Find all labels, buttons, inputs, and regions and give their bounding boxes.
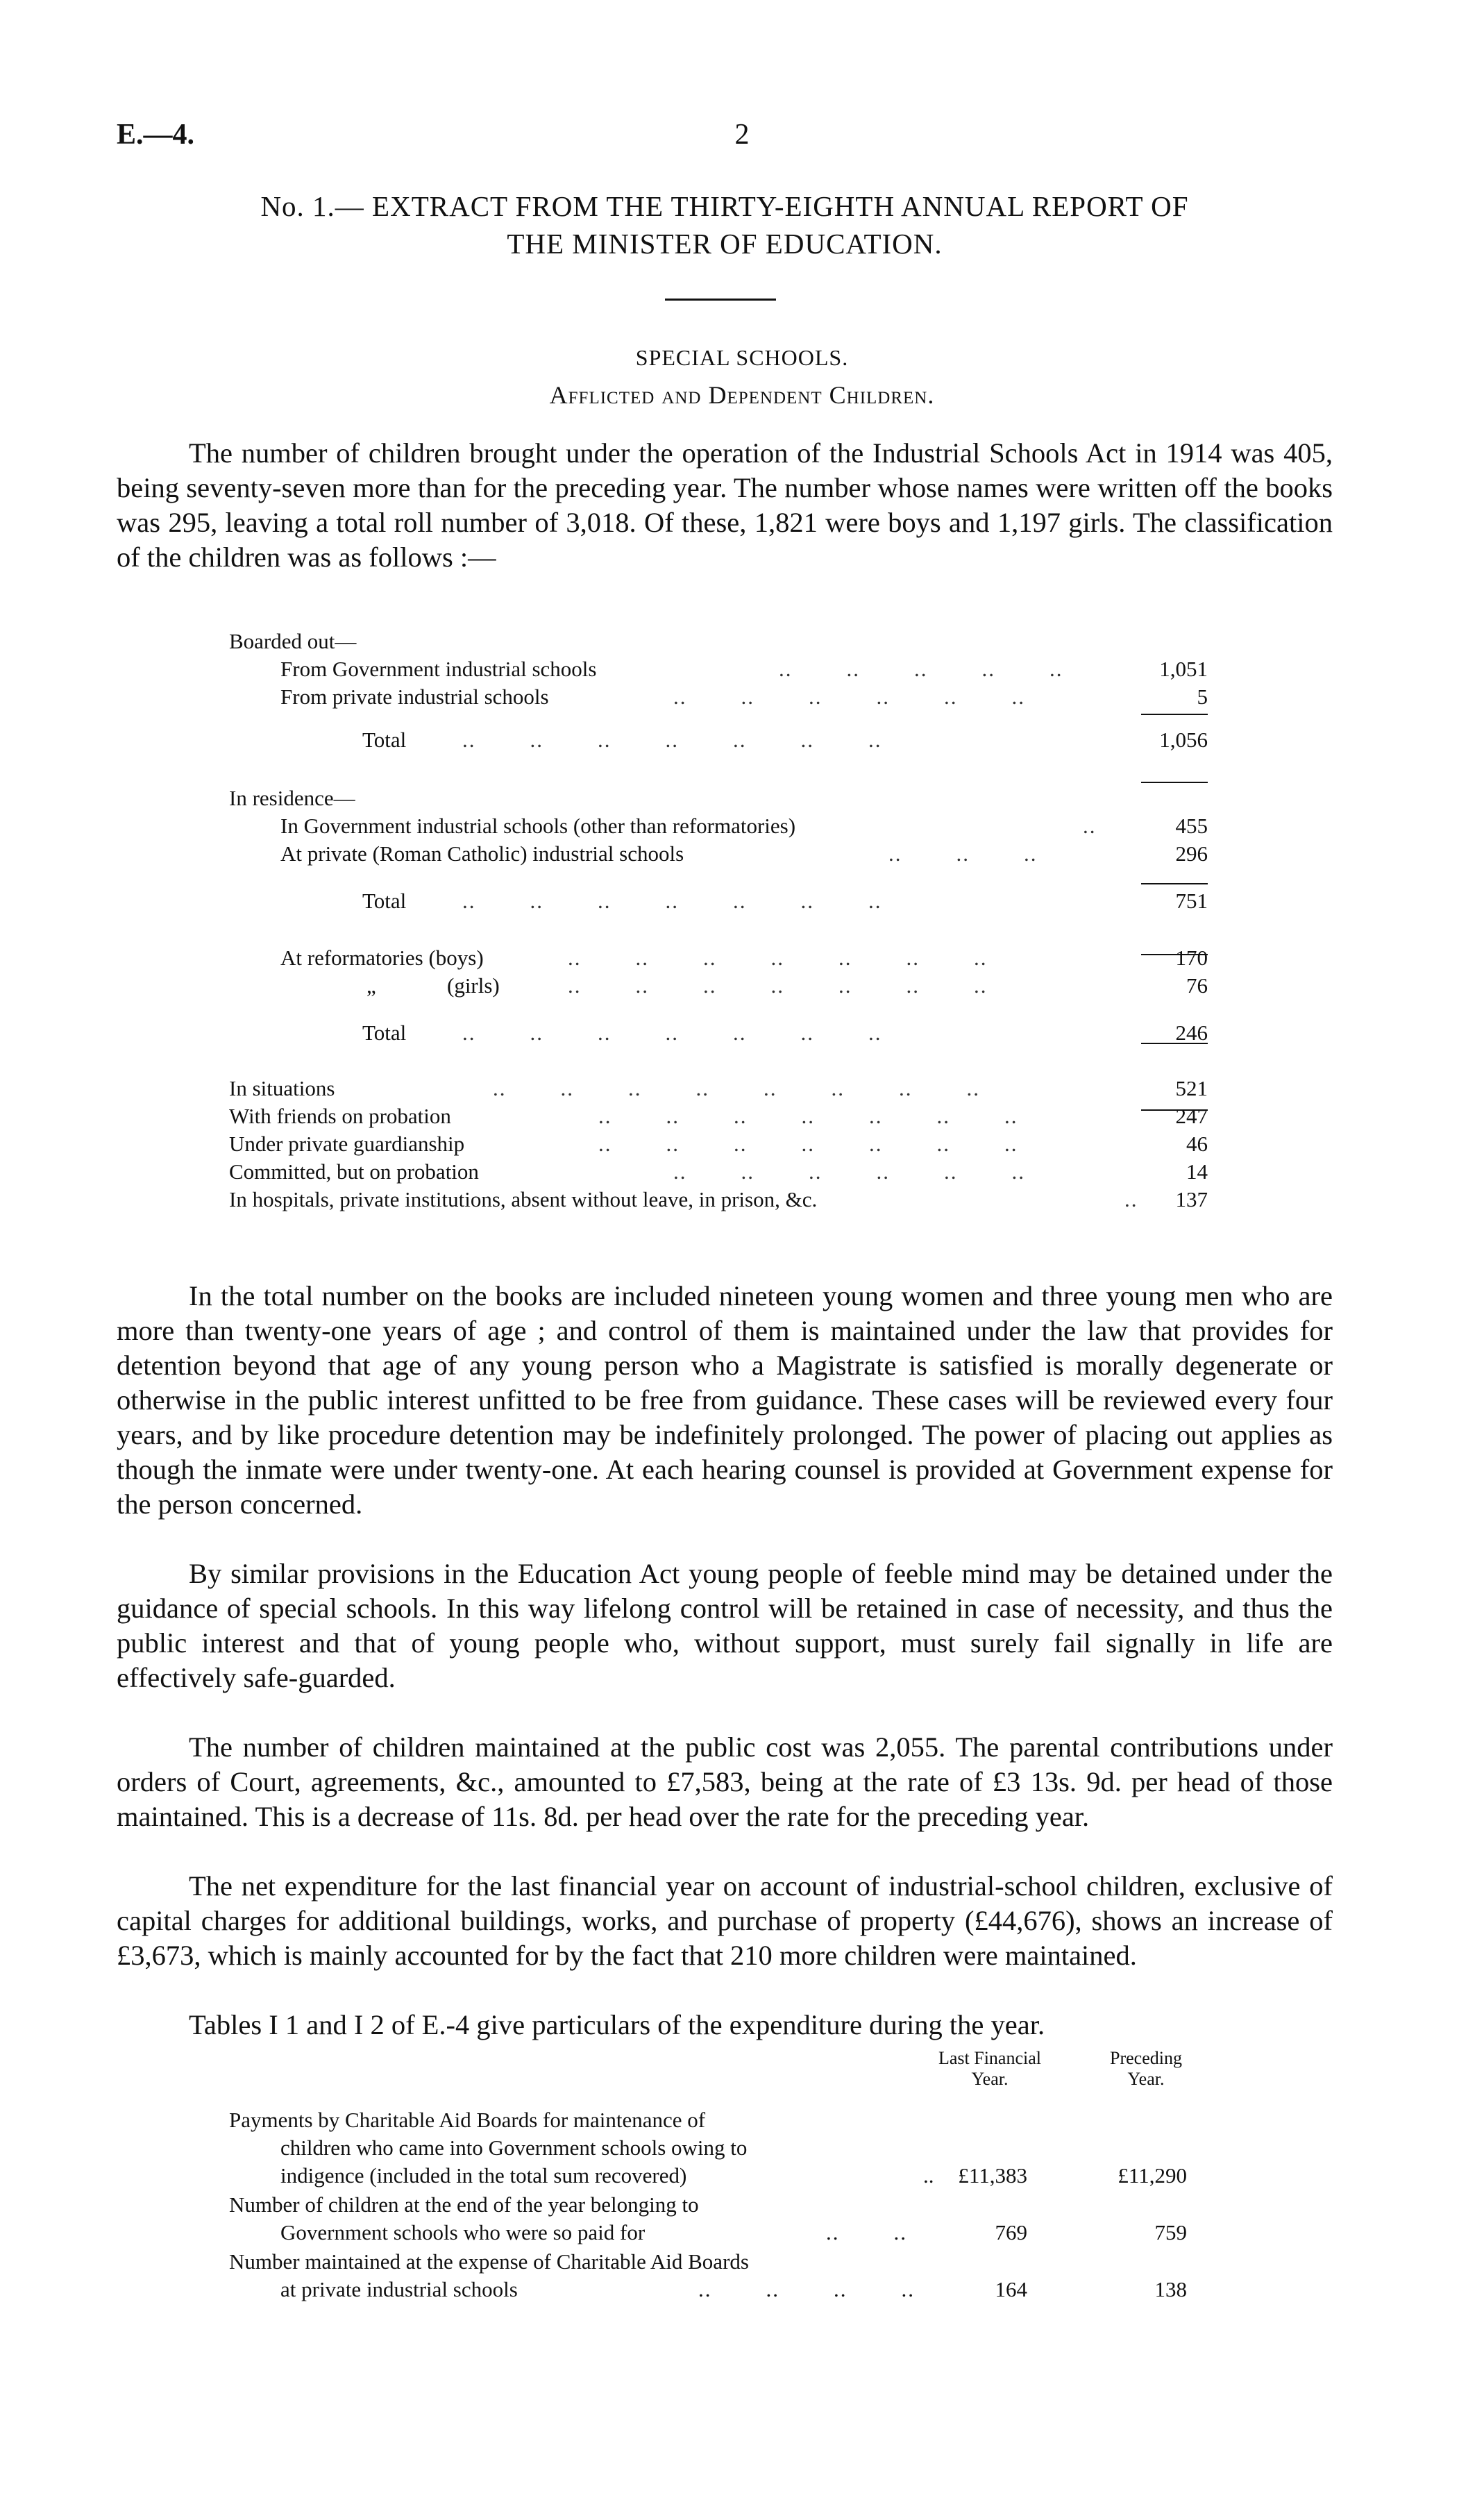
boarded-out-heading-row	[229, 628, 1215, 655]
total-value: 1,056	[1159, 728, 1208, 752]
preceding-year-value: 759	[1154, 2220, 1187, 2244]
leader-dots: .. .. .. .. .. .. .. ..	[493, 1076, 980, 1100]
classification-list	[229, 628, 1215, 1214]
leader-dots: .. .. .. .. .. .. ..	[568, 946, 988, 970]
list-item: In Government industrial schools (other than reformatories) .. 455	[229, 812, 1215, 840]
leader-dots: .. .. .. .. .. .. ..	[462, 1021, 882, 1045]
table-row: Number maintained at the expense of Charitable Aid Boards at private industrial schools .. .. .. ..	[229, 2248, 944, 2303]
preceding-year-value: 138	[1154, 2277, 1187, 2301]
total-row: Total .. .. .. .. .. .. .. 751	[229, 887, 1215, 915]
list-item: „ (girls) .. .. .. .. .. .. .. 76	[229, 972, 1215, 1000]
leader-dots: .. .. ..	[888, 841, 1038, 866]
leader-dots: .. .. .. .. .. .. ..	[598, 1104, 1018, 1128]
list-item: At private (Roman Catholic) industrial schools .. .. .. 296	[229, 840, 1215, 868]
subsection-heading: Afflicted and Dependent Children.	[549, 381, 935, 409]
total-rule	[1141, 883, 1208, 884]
list-item: In hospitals, private institutions, absent without leave, in prison, &c. .. 137	[229, 1186, 1215, 1214]
count-value: 521	[1175, 1076, 1208, 1100]
title-divider	[665, 299, 776, 301]
count-value: 170	[1175, 946, 1208, 970]
count-value: 5	[1197, 685, 1208, 709]
leader-dots: .. .. .. .. .. .. ..	[462, 728, 882, 752]
column-header-preceding-year: Preceding Year.	[1110, 2048, 1182, 2089]
table-row: Number of children at the end of the year belonging to Government schools who were so paid for .. ..	[229, 2191, 944, 2247]
document-reference: E.—4.	[117, 119, 195, 151]
leader-dots: .. ..	[826, 2220, 907, 2244]
count-value: 46	[1186, 1132, 1208, 1156]
list-item: From Government industrial schools .. .. .. .. .. 1,051	[229, 655, 1215, 683]
page-number: 2	[734, 119, 750, 151]
total-value: 246	[1175, 1021, 1208, 1045]
paragraph-4-text: The number of children maintained at the public cost was 2,055. The parental contributions under orders of Court, agreements, &c., amounted to £7,583, being at the rate of £3 13s. 9d. per head of those maintained. This is a decrease of 11s. 8d. per head over the rate for the preceding year.	[117, 1731, 1333, 1832]
last-year-value: 164	[995, 2277, 1027, 2301]
leader-dots: .. .. .. ..	[698, 2277, 915, 2301]
leader-dots: ..	[1124, 1187, 1138, 1211]
in-residence-heading: In residence—	[229, 786, 355, 810]
total-row: Total .. .. .. .. .. .. .. 246	[229, 1019, 1215, 1047]
paragraph-5-text: The net expenditure for the last financial year on account of industrial-school children, exclusive of capital charges for additional buildings, works, and purchase of property (£44,676), shows an increase of £3,673, which is mainly accounted for by the fact that 210 more children were maintained.	[117, 1870, 1333, 1971]
total-value: 751	[1175, 889, 1208, 913]
paragraph-4	[117, 1730, 1333, 1834]
paragraph-2-text: In the total number on the books are included nineteen young women and three young men who are more than twenty-one years of age ; and control of them is maintained under the law that provides for detention beyond that age of any young person who a Magistrate is satisfied is morally degenerate or otherwise in the public interest unfitted to be free from guidance. These cases will be reviewed every four years, and by like procedure detention may be indefinitely prolonged. The power of placing out applies as though the inmate were under twenty-one. At each hearing counsel is provided at Government expense for the person concerned.	[117, 1280, 1333, 1520]
count-value: 455	[1175, 814, 1208, 838]
list-item: From private industrial schools .. .. .. .. .. .. 5	[229, 683, 1215, 711]
count-value: 76	[1186, 973, 1208, 998]
count-value: 247	[1175, 1104, 1208, 1128]
list-item: In situations .. .. .. .. .. .. .. .. 521	[229, 1075, 1215, 1102]
in-residence-heading-row	[229, 784, 1215, 812]
count-value: 14	[1186, 1159, 1208, 1184]
preceding-year-value: £11,290	[1118, 2163, 1187, 2188]
total-row: Total .. .. .. .. .. .. .. 1,056	[229, 726, 1215, 754]
leader-dots: .. .. .. .. .. .. ..	[462, 889, 882, 913]
paragraph-3-text: By similar provisions in the Education Act young people of feeble mind may be detained under the guidance of special schools. In this way lifelong control will be retained in case of necessity, and thus the public interest and that of young people who, without support, must surely fail signally in life are effectively safe-guarded.	[117, 1558, 1333, 1693]
report-title-line-2: THE MINISTER OF EDUCATION.	[507, 228, 943, 260]
count-value: 1,051	[1159, 657, 1208, 681]
paragraph-3	[117, 1556, 1333, 1695]
report-title	[117, 187, 1333, 262]
list-item: At reformatories (boys) .. .. .. .. .. .. .. 170	[229, 944, 1215, 972]
list-item: Under private guardianship .. .. .. .. .. .. .. 46	[229, 1130, 1215, 1158]
boarded-out-heading: Boarded out—	[229, 629, 357, 653]
leader-dots: .. .. .. .. .. .. ..	[568, 973, 988, 998]
last-year-value: £11,383	[958, 2163, 1027, 2188]
count-value: 137	[1175, 1187, 1208, 1211]
count-value: 296	[1175, 841, 1208, 866]
leader-dots: ..	[923, 2163, 934, 2188]
list-item: With friends on probation .. .. .. .. .. .. .. 247	[229, 1102, 1215, 1130]
paragraph-2	[117, 1279, 1333, 1522]
total-rule	[1141, 782, 1208, 783]
column-header-last-year: Last Financial Year.	[938, 2048, 1041, 2089]
leader-dots: .. .. .. .. .. ..	[673, 685, 1025, 709]
paragraph-1	[117, 436, 1333, 575]
leader-dots: .. .. .. .. .. ..	[673, 1159, 1025, 1184]
last-year-value: 769	[995, 2220, 1027, 2244]
ditto-mark: „	[366, 973, 376, 998]
report-title-line-1: No. 1.— EXTRACT FROM THE THIRTY-EIGHTH ANNUAL REPORT OF	[260, 190, 1189, 222]
leader-dots: .. .. .. .. ..	[779, 657, 1063, 681]
leader-dots: .. .. .. .. .. .. ..	[598, 1132, 1018, 1156]
paragraph-6	[117, 2008, 1333, 2042]
paragraph-6-text: Tables I 1 and I 2 of E.-4 give particulars of the expenditure during the year.	[189, 2009, 1045, 2040]
paragraph-5	[117, 1869, 1333, 1973]
paragraph-1-text: The number of children brought under the operation of the Industrial Schools Act in 1914 was 405, being seventy-seven more than for the preceding year. The number whose names were written off the books was 295, leaving a total roll number of 3,018. Of these, 1,821 were boys and 1,197 girls. The classification of the children was as follows :—	[117, 437, 1333, 573]
list-item: Committed, but on probation .. .. .. .. .. .. 14	[229, 1158, 1215, 1186]
total-rule	[1141, 714, 1208, 715]
table-row: Payments by Charitable Aid Boards for maintenance of children who came into Government schools owing to indigence (included in the total sum recovered) ..	[229, 2106, 944, 2190]
section-heading: SPECIAL SCHOOLS.	[635, 345, 849, 370]
leader-dots: ..	[1083, 814, 1097, 838]
